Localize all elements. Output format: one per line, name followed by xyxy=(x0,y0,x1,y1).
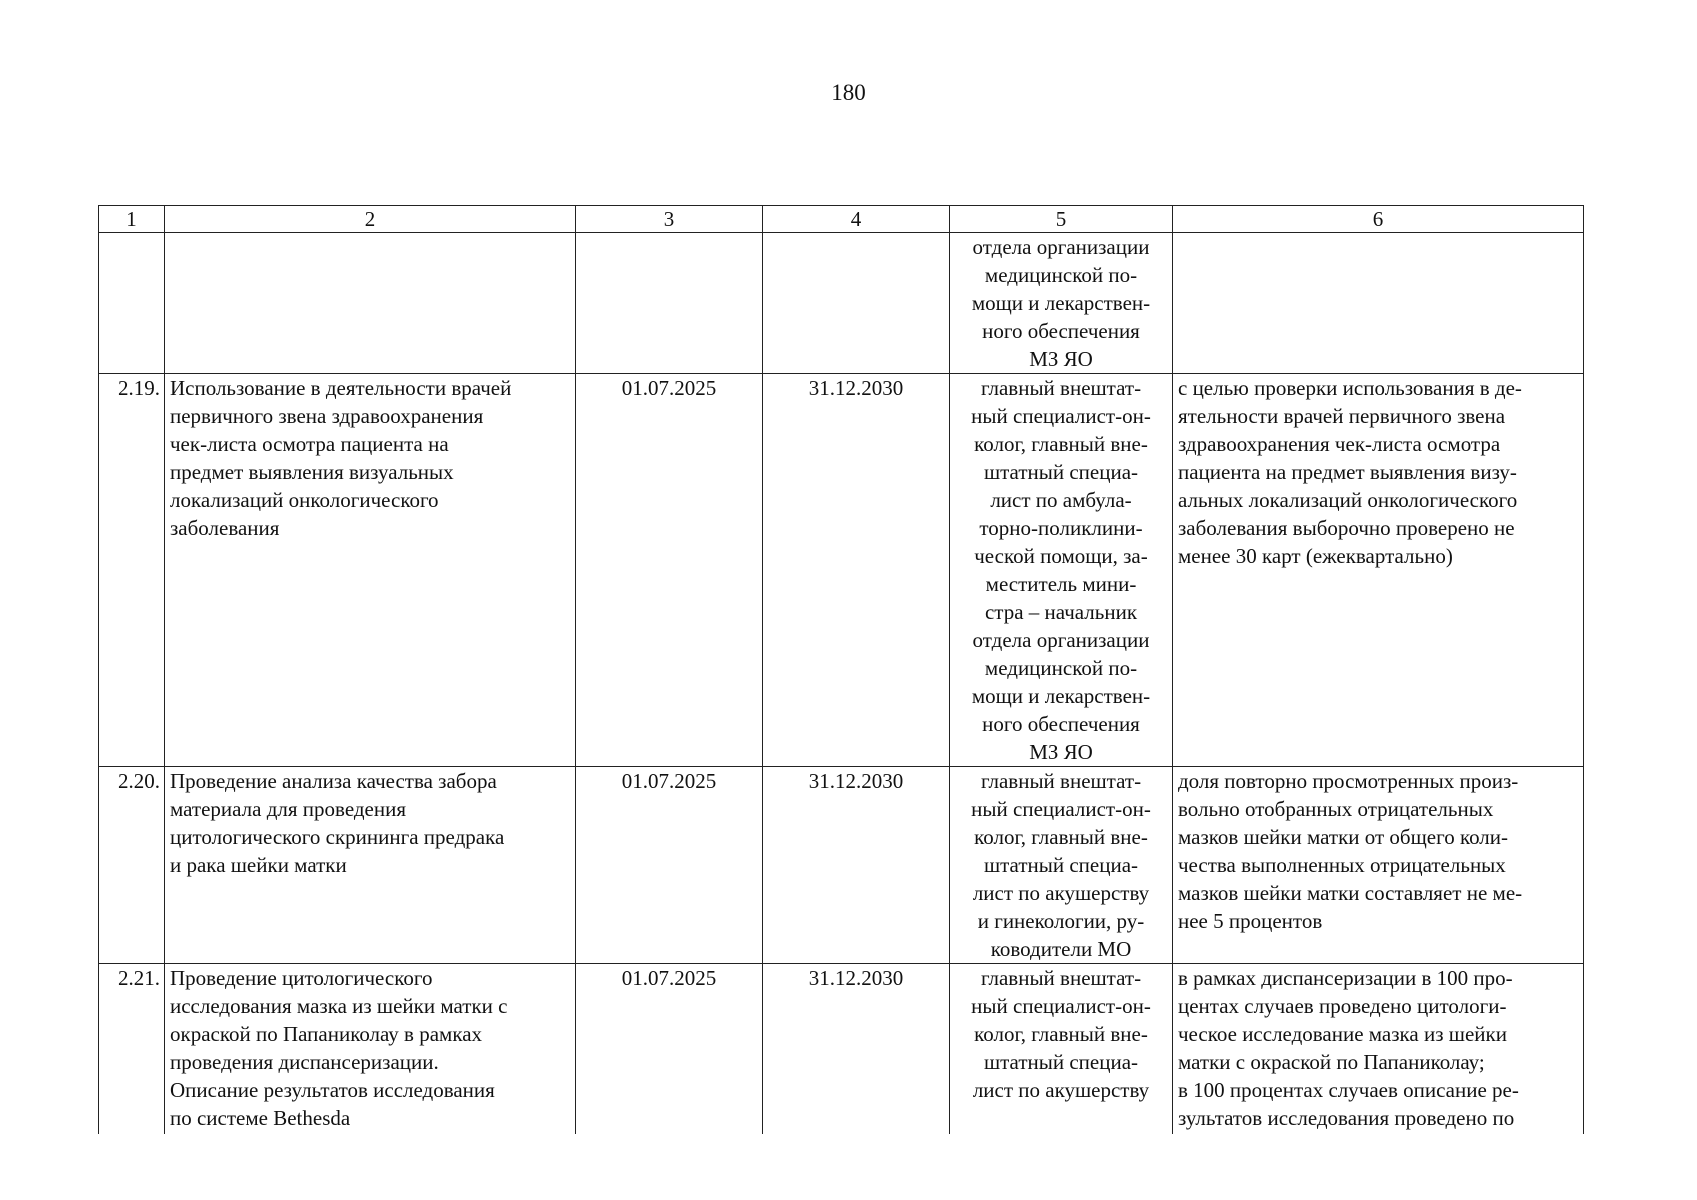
row-responsible: отдела организации медицинской по- мощи и лекарствен- ного обеспечения МЗ ЯО xyxy=(950,233,1173,374)
table-row xyxy=(99,374,1584,767)
row-number: 2.21. xyxy=(99,964,165,1134)
col-header-3: 3 xyxy=(576,206,763,233)
row-responsible: главный внештат- ный специалист-он- колог, главный вне- штатный специа- лист по акушерству xyxy=(950,964,1173,1134)
row-result xyxy=(1173,233,1584,374)
row-start-date: 01.07.2025 xyxy=(576,964,763,1134)
row-start-date: 01.07.2025 xyxy=(576,767,763,964)
row-responsible: главный внештат- ный специалист-он- колог, главный вне- штатный специа- лист по амбула- торно-поликлини- ческой помощи, за- меститель мини- стра – начальник отдела организации медицинской по- мощи и лекарствен- ного обеспечения МЗ ЯО xyxy=(950,374,1173,767)
row-measure: Использование в деятельности врачей первичного звена здравоохранения чек-листа осмотра пациента на предмет выявления визуальных локализаций онкологического заболевания xyxy=(165,374,576,767)
row-number: 2.20. xyxy=(99,767,165,964)
header-row xyxy=(99,206,1584,233)
page-number: 180 xyxy=(831,80,866,105)
table-row xyxy=(99,233,1584,374)
col-header-4: 4 xyxy=(763,206,950,233)
row-measure: Проведение анализа качества забора материала для проведения цитологического скрининга предрака и рака шейки матки xyxy=(165,767,576,964)
row-end-date: 31.12.2030 xyxy=(763,374,950,767)
row-start-date xyxy=(576,233,763,374)
row-end-date xyxy=(763,233,950,374)
col-header-5: 5 xyxy=(950,206,1173,233)
table-row xyxy=(99,964,1584,1134)
col-header-1: 1 xyxy=(99,206,165,233)
row-number xyxy=(99,233,165,374)
row-start-date: 01.07.2025 xyxy=(576,374,763,767)
row-number: 2.19. xyxy=(99,374,165,767)
row-result: с целью проверки использования в де- ятельности врачей первичного звена здравоохранения чек-листа осмотра пациента на предмет выявления визу- альных локализаций онкологического заболевания выборочно проверено не менее 30 карт (ежеквартально) xyxy=(1173,374,1584,767)
row-end-date: 31.12.2030 xyxy=(763,964,950,1134)
col-header-6: 6 xyxy=(1173,206,1584,233)
row-measure: Проведение цитологического исследования мазка из шейки матки с окраской по Папаниколау в рамках проведения диспансеризации. Описание результатов исследования по системе Bethesda xyxy=(165,964,576,1134)
plan-table xyxy=(98,205,1584,1134)
col-header-2: 2 xyxy=(165,206,576,233)
row-measure xyxy=(165,233,576,374)
row-result: в рамках диспансеризации в 100 про- центах случаев проведено цитологи- ческое исследование мазка из шейки матки с окраской по Папаниколау; в 100 процентах случаев описание ре- зультатов исследования проведено по xyxy=(1173,964,1584,1134)
row-end-date: 31.12.2030 xyxy=(763,767,950,964)
row-result: доля повторно просмотренных произ- вольно отобранных отрицательных мазков шейки матки от общего коли- чества выполненных отрицательных мазков шейки матки составляет не ме- нее 5 процентов xyxy=(1173,767,1584,964)
table-row xyxy=(99,767,1584,964)
row-responsible: главный внештат- ный специалист-он- колог, главный вне- штатный специа- лист по акушерству и гинекологии, ру- ководители МО xyxy=(950,767,1173,964)
